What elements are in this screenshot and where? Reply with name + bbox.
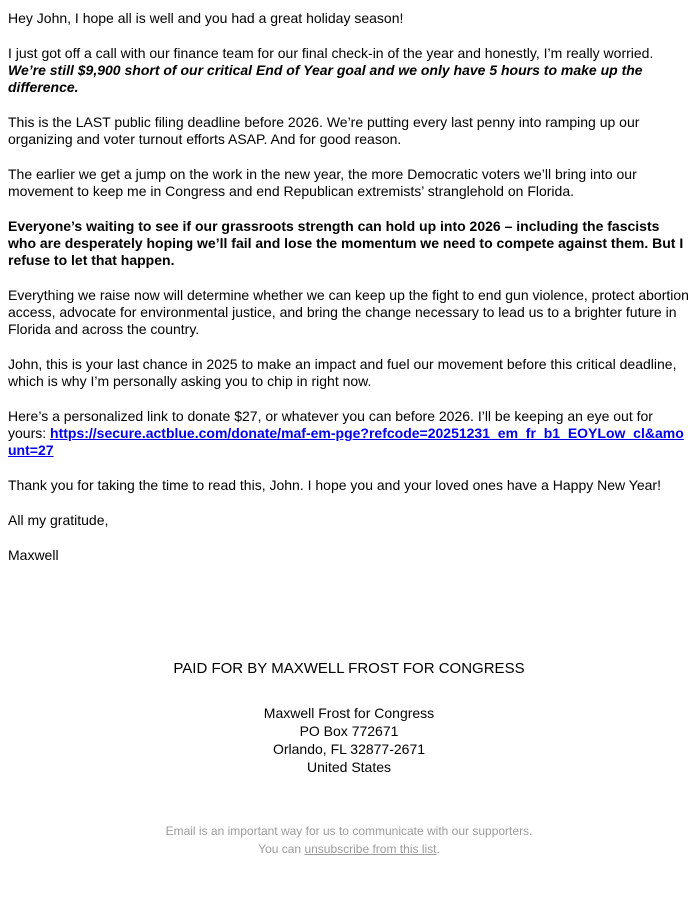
email-body xyxy=(8,10,690,564)
grassroots-text: Everyone’s waiting to see if our grassroots strength can hold up into 2026 – including the fascists who are desperately hoping we’ll fail and lose the momentum we need to compete against them. But I refuse to let that happen. xyxy=(8,218,684,268)
signoff-paragraph xyxy=(8,512,690,529)
donate-paragraph xyxy=(8,408,690,459)
thank-you-paragraph xyxy=(8,477,690,494)
unsubscribe-line xyxy=(8,840,690,858)
finance-worry-text: I just got off a call with our finance team for our final check-in of the year and honestly, I’m really worried. xyxy=(8,45,654,61)
paid-for-text: PAID FOR BY MAXWELL FROST FOR CONGRESS xyxy=(173,660,525,677)
issues-text: Everything we raise now will determine whether we can keep up the fight to end gun violence, protect abortion access, advocate for environmental justice, and bring the change necessary to lead us to a brighter future in Florida and across the country. xyxy=(8,287,689,337)
donate-lead-text: Here’s a personalized link to donate $27, or whatever you can before 2026. I’ll be keeping an eye out for yours: xyxy=(8,408,653,441)
address-block xyxy=(8,704,690,776)
thank-you-text: Thank you for taking the time to read this, John. I hope you and your loved ones have a Happy New Year! xyxy=(8,477,661,493)
filing-deadline-paragraph xyxy=(8,114,690,148)
organizing-paragraph xyxy=(8,166,690,200)
grassroots-bold-paragraph xyxy=(8,218,690,269)
paid-for-disclaimer xyxy=(8,660,690,678)
unsubscribe-prefix-text: You can xyxy=(258,842,305,856)
address-line-country: United States xyxy=(306,759,392,775)
donate-link[interactable]: https://secure.actblue.com/donate/maf-em-pge?refcode=20251231_em_fr_b1_EOYLow_cl&amount=27 xyxy=(8,425,684,458)
footer-disclaimer xyxy=(8,822,690,858)
address-line-city: Orlando, FL 32877-2671 xyxy=(272,741,426,757)
signoff-text: All my gratitude, xyxy=(8,512,109,528)
finance-worry-paragraph xyxy=(8,45,690,96)
signature-text: Maxwell xyxy=(8,547,59,563)
last-chance-text: John, this is your last chance in 2025 to make an impact and fuel our movement before this critical deadline, which is why I’m personally asking you to chip in right now. xyxy=(8,356,677,389)
unsubscribe-link[interactable]: unsubscribe from this list xyxy=(304,842,437,856)
issues-paragraph xyxy=(8,287,690,338)
greeting-text: Hey John, I hope all is well and you had a great holiday season! xyxy=(8,10,404,26)
disclaimer-line: Email is an important way for us to communicate with our supporters. xyxy=(165,824,533,838)
address-line-committee: Maxwell Frost for Congress xyxy=(263,705,435,721)
unsubscribe-suffix-text: . xyxy=(436,842,440,856)
last-chance-paragraph xyxy=(8,356,690,390)
organizing-text: The earlier we get a jump on the work in the new year, the more Democratic voters we’ll bring into our movement to keep me in Congress and end Republican extremists’ stranglehold on Florida. xyxy=(8,166,637,199)
signature-name xyxy=(8,547,690,564)
goal-shortfall-text: We’re still $9,900 short of our critical End of Year goal and we only have 5 hours to make up the difference. xyxy=(8,62,643,95)
greeting-paragraph xyxy=(8,10,690,27)
filing-deadline-text: This is the LAST public filing deadline before 2026. We’re putting every last penny into ramping up our organizing and voter turnout efforts ASAP. And for good reason. xyxy=(8,114,640,147)
address-line-po-box: PO Box 772671 xyxy=(299,723,399,739)
